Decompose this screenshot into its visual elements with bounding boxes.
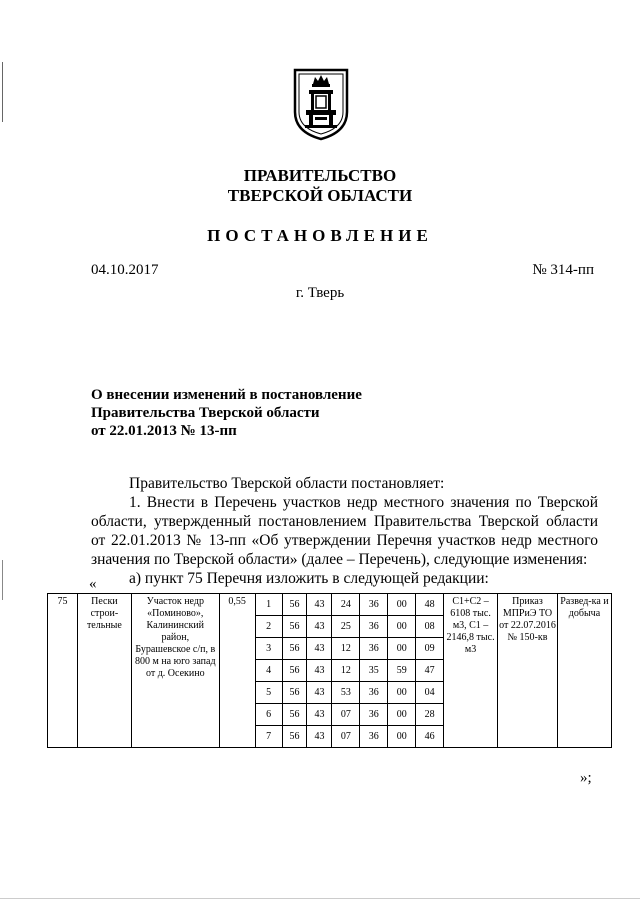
table-cell-order: Приказ МПРиЭ ТО от 22.07.2016 № 150-кв	[498, 594, 558, 748]
org-title-line2: ТВЕРСКОЙ ОБЛАСТИ	[227, 186, 413, 205]
table-cell-coordinate: 43	[307, 704, 332, 726]
table-cell-coordinate: 28	[416, 704, 444, 726]
document-body	[91, 474, 598, 588]
table-cell-coordinate: 3	[255, 638, 282, 660]
table-cell-coordinate: 25	[332, 616, 360, 638]
opening-quote: «	[89, 576, 97, 592]
table-cell-coordinate: 5	[255, 682, 282, 704]
table-cell-coordinate: 47	[416, 660, 444, 682]
subject-line: О внесении изменений в постановление	[91, 387, 362, 403]
subject-line: Правительства Тверской области	[91, 405, 320, 421]
table-cell-coordinate: 43	[307, 594, 332, 616]
table-cell-coordinate: 56	[282, 726, 307, 748]
table-cell-coordinate: 35	[360, 660, 388, 682]
table-cell-coordinate: 6	[255, 704, 282, 726]
table-cell-coordinate: 00	[388, 704, 416, 726]
table-cell-coordinate: 43	[307, 638, 332, 660]
table-cell-coordinate: 36	[360, 638, 388, 660]
table-cell-coordinate: 12	[332, 638, 360, 660]
body-paragraph: 1. Внести в Перечень участков недр местного значения по Тверской области, утвержденный постановлением Правительства Тверской области от 22.01.2013 № 13-пп «Об утверждении Перечня участков недр местного значения по Тверской области» (далее – Перечень), следующие изменения:	[91, 494, 598, 568]
document-number: № 314-пп	[532, 262, 594, 278]
table-cell-coordinate: 43	[307, 660, 332, 682]
table-cell-coordinate: 00	[388, 682, 416, 704]
table-cell-coordinate: 36	[360, 616, 388, 638]
scan-edge-mark	[2, 560, 3, 600]
table-cell-coordinate: 00	[388, 726, 416, 748]
document-city: г. Тверь	[295, 285, 345, 301]
scan-edge-mark	[0, 898, 640, 899]
table-cell-coordinate: 07	[332, 726, 360, 748]
table-cell-coordinate: 43	[307, 682, 332, 704]
table-cell-coordinate: 56	[282, 594, 307, 616]
scan-edge-mark	[2, 62, 3, 122]
body-paragraph: а) пункт 75 Перечня изложить в следующей редакции:	[129, 570, 489, 587]
table-cell-coordinate: 56	[282, 638, 307, 660]
table-cell-location: Участок недр «Поминово», Калининский район, Бурашевское с/п, в 800 м на юго запад от д. Осекино	[131, 594, 219, 748]
table-cell-coordinate: 07	[332, 704, 360, 726]
table-cell-coordinate: 36	[360, 704, 388, 726]
table-cell-coordinate: 56	[282, 704, 307, 726]
table-cell-coordinate: 36	[360, 682, 388, 704]
table-cell-coordinate: 56	[282, 682, 307, 704]
document-date: 04.10.2017	[91, 262, 159, 278]
table-cell-coordinate: 09	[416, 638, 444, 660]
table-cell-coordinate: 12	[332, 660, 360, 682]
table-cell-coordinate: 00	[388, 616, 416, 638]
table-cell-coordinate: 59	[388, 660, 416, 682]
table-cell-coordinate: 08	[416, 616, 444, 638]
table-cell-usage: Развед-ка и добыча	[557, 594, 611, 748]
table-cell-coordinate: 36	[360, 726, 388, 748]
deposit-table	[47, 593, 612, 748]
table-cell-reserves: С1+С2 – 6108 тыс. м3, С1 – 2146,8 тыс. м3	[444, 594, 498, 748]
table-row	[48, 594, 612, 616]
table-cell-coordinate: 2	[255, 616, 282, 638]
table-cell-coordinate: 48	[416, 594, 444, 616]
table-cell-coordinate: 00	[388, 638, 416, 660]
table-cell-coordinate: 04	[416, 682, 444, 704]
subject-line: от 22.01.2013 № 13-пп	[91, 423, 237, 439]
deposit-table-wrapper	[47, 593, 612, 748]
table-cell-coordinate: 1	[255, 594, 282, 616]
table-cell-coordinate: 46	[416, 726, 444, 748]
table-cell-coordinate: 4	[255, 660, 282, 682]
table-cell-coordinate: 43	[307, 726, 332, 748]
table-cell-coordinate: 7	[255, 726, 282, 748]
table-cell-coordinate: 43	[307, 616, 332, 638]
body-paragraph: Правительство Тверской области постановляет:	[129, 475, 445, 492]
table-cell-area: 0,55	[219, 594, 255, 748]
table-cell-coordinate: 36	[360, 594, 388, 616]
table-cell-coordinate: 24	[332, 594, 360, 616]
closing-quote: »;	[580, 770, 592, 786]
table-cell-coordinate: 00	[388, 594, 416, 616]
coat-of-arms-emblem	[291, 66, 351, 142]
table-cell-coordinate: 56	[282, 660, 307, 682]
document-subject	[91, 386, 362, 440]
org-title-line1: ПРАВИТЕЛЬСТВО	[243, 166, 397, 185]
table-cell-coordinate: 53	[332, 682, 360, 704]
table-cell-mineral: Пески строи-тельные	[77, 594, 131, 748]
table-cell-number: 75	[48, 594, 78, 748]
table-cell-coordinate: 56	[282, 616, 307, 638]
document-type-title: ПОСТАНОВЛЕНИЕ	[207, 226, 433, 245]
